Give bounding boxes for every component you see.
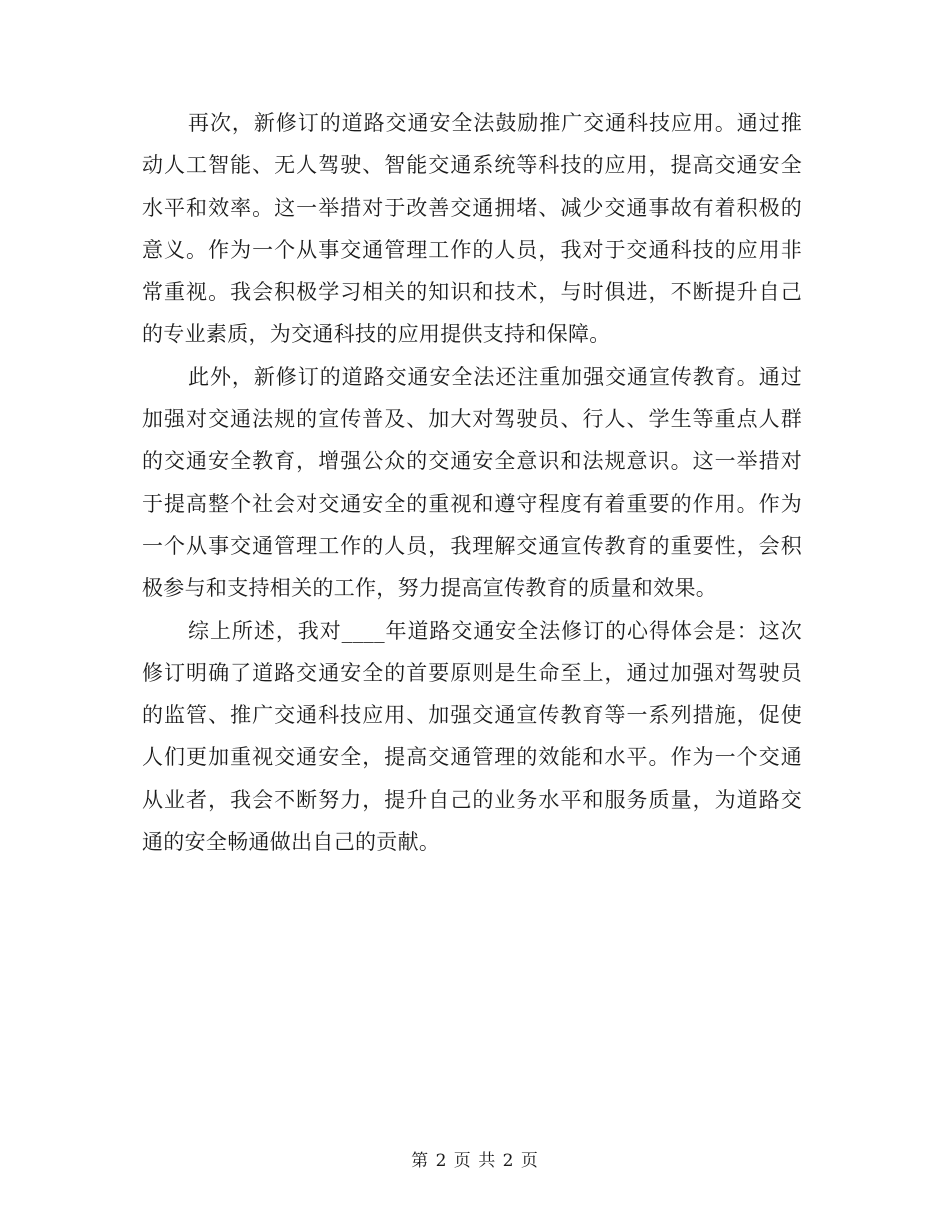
document-body	[142, 102, 802, 863]
paragraph-traffic-education: 此外，新修订的道路交通安全法还注重加强交通宣传教育。通过加强对交通法规的宣传普及、加大对驾驶员、行人、学生等重点人群的交通安全教育，增强公众的交通安全意识和法规意识。这一举措对于提高整个社会对交通安全的重视和遵守程度有着重要的作用。作为一个从事交通管理工作的人员，我理解交通宣传教育的重要性，会积极参与和支持相关的工作，努力提高宣传教育的质量和效果。	[142, 364, 802, 601]
paragraph-summary: 综上所述，我对____年道路交通安全法修订的心得体会是：这次修订明确了道路交通安全的首要原则是生命至上，通过加强对驾驶员的监管、推广交通科技应用、加强交通宣传教育等一系列措施，促使人们更加重视交通安全，提高交通管理的效能和水平。作为一个交通从业者，我会不断努力，提升自己的业务水平和服务质量，为道路交通的安全畅通做出自己的贡献。	[142, 618, 802, 855]
page-number-footer: 第 2 页 共 2 页	[411, 1151, 539, 1171]
paragraph-tech-application: 再次，新修订的道路交通安全法鼓励推广交通科技应用。通过推动人工智能、无人驾驶、智能交通系统等科技的应用，提高交通安全水平和效率。这一举措对于改善交通拥堵、减少交通事故有着积极的意义。作为一个从事交通管理工作的人员，我对于交通科技的应用非常重视。我会积极学习相关的知识和技术，与时俱进，不断提升自己的专业素质，为交通科技的应用提供支持和保障。	[142, 111, 802, 347]
